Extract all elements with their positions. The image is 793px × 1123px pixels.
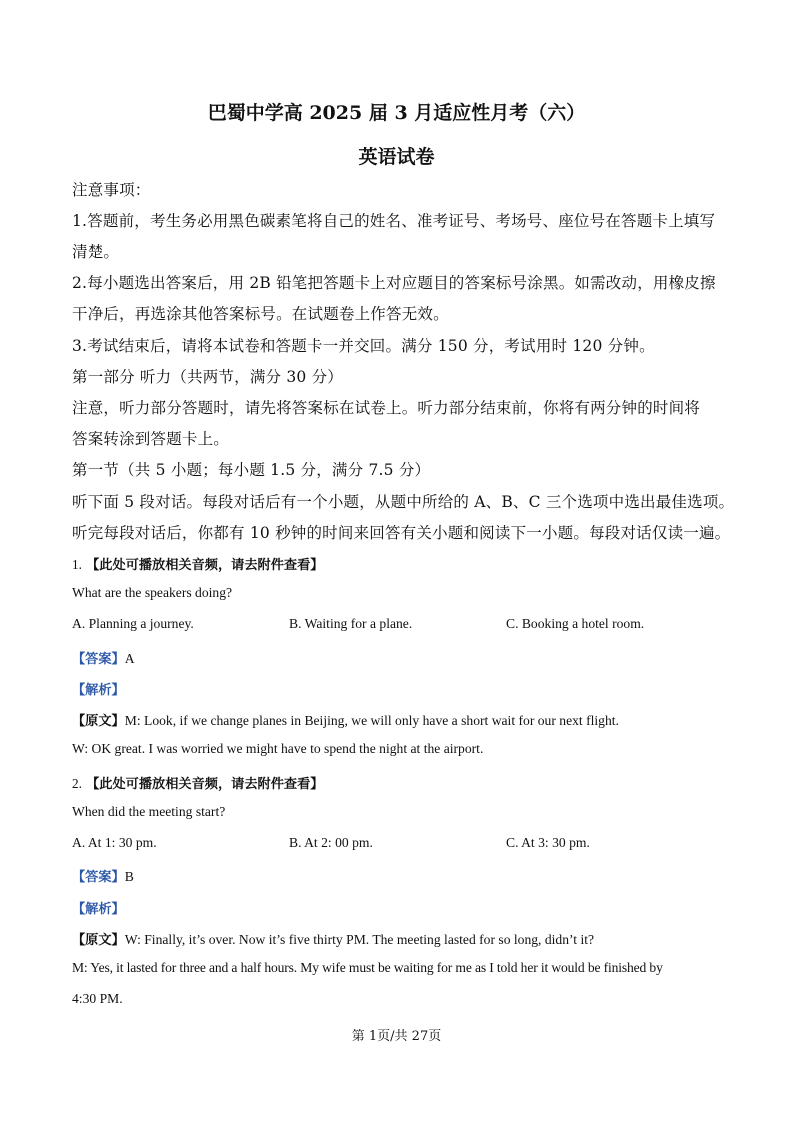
section1-heading: 第一节（共 5 小题；每小题 1.5 分，满分 7.5 分） xyxy=(72,461,431,479)
question-2-analysis xyxy=(72,898,125,918)
answer-value: B xyxy=(124,869,134,884)
notice-line: 3.考试结束后，请将本试卷和答题卡一并交回。满分 150 分，考试用时 120 分钟。 xyxy=(72,337,655,355)
analysis-tag: 【解析】 xyxy=(72,902,125,917)
question-1-analysis xyxy=(72,679,125,699)
audio-note: 【此处可播放相关音频，请去附件查看】 xyxy=(86,558,324,573)
notice-line: 2.每小题选出答案后，用 2B 铅笔把答题卡上对应题目的答案标号涂黑。如需改动，用橡皮擦 xyxy=(72,274,716,292)
transcript-tag: 【原文】 xyxy=(72,714,125,729)
question-2-text: When did the meeting start? xyxy=(72,804,226,819)
transcript-line: M: Look, if we change planes in Beijing, we will only have a short wait for our next flight. xyxy=(124,713,619,728)
answer-tag: 【答案】 xyxy=(72,870,125,885)
analysis-tag: 【解析】 xyxy=(72,683,125,698)
question-2-option-b: B. At 2: 00 pm. xyxy=(289,835,373,850)
question-number: 1. xyxy=(72,557,82,572)
question-1-answer xyxy=(72,648,135,668)
exam-title: 巴蜀中学高 2025 届 3 月适应性月考（六） xyxy=(207,102,586,124)
question-2-transcript xyxy=(72,929,594,949)
answer-tag: 【答案】 xyxy=(72,652,125,667)
page-footer: 第 1页/共 27页 xyxy=(351,1029,442,1044)
question-2-header xyxy=(72,773,323,792)
question-2-answer xyxy=(72,866,134,886)
audio-note: 【此处可播放相关音频，请去附件查看】 xyxy=(86,777,324,792)
notice-line: 1.答题前，考生务必用黑色碳素笔将自己的姓名、准考证号、考场号、座位号在答题卡上填写 xyxy=(72,212,716,230)
question-number: 2. xyxy=(72,776,82,791)
question-1-option-b: B. Waiting for a plane. xyxy=(289,616,413,631)
question-2-option-a: A. At 1: 30 pm. xyxy=(72,835,157,850)
notice-line: 清楚。 xyxy=(72,243,120,261)
question-2-option-c: C. At 3: 30 pm. xyxy=(506,835,590,850)
transcript-line: W: Finally, it’s over. Now it’s five thirty PM. The meeting lasted for so long, didn’t it? xyxy=(124,932,595,947)
question-1-option-c: C. Booking a hotel room. xyxy=(506,616,645,631)
part1-note-line: 答案转涂到答题卡上。 xyxy=(72,430,230,448)
question-1-header xyxy=(72,554,323,573)
question-1-option-a: A. Planning a journey. xyxy=(72,616,194,631)
transcript-tag: 【原文】 xyxy=(72,933,125,948)
transcript-line: M: Yes, it lasted for three and a half hours. My wife must be waiting for me as I told her it would be finished by xyxy=(72,960,663,975)
question-1-text: What are the speakers doing? xyxy=(72,585,233,600)
section1-instruction-line: 听完每段对话后，你都有 10 秒钟的时间来回答有关小题和阅读下一小题。每段对话仅读一遍。 xyxy=(72,524,731,542)
transcript-line: 4:30 PM. xyxy=(72,991,123,1006)
notice-heading: 注意事项： xyxy=(72,181,151,199)
notice-line: 干净后，再选涂其他答案标号。在试题卷上作答无效。 xyxy=(72,305,449,323)
section1-instruction-line: 听下面 5 段对话。每段对话后有一个小题，从题中所给的 A、B、C 三个选项中选出最佳选项。 xyxy=(72,493,735,511)
question-1-transcript xyxy=(72,710,619,730)
exam-subtitle: 英语试卷 xyxy=(358,146,435,168)
part1-note-line: 注意，听力部分答题时，请先将答案标在试卷上。听力部分结束前，你将有两分钟的时间将 xyxy=(72,399,701,417)
answer-value: A xyxy=(124,651,135,666)
part1-heading: 第一部分 听力（共两节，满分 30 分） xyxy=(72,368,344,386)
transcript-line: W: OK great. I was worried we might have to spend the night at the airport. xyxy=(72,741,484,756)
